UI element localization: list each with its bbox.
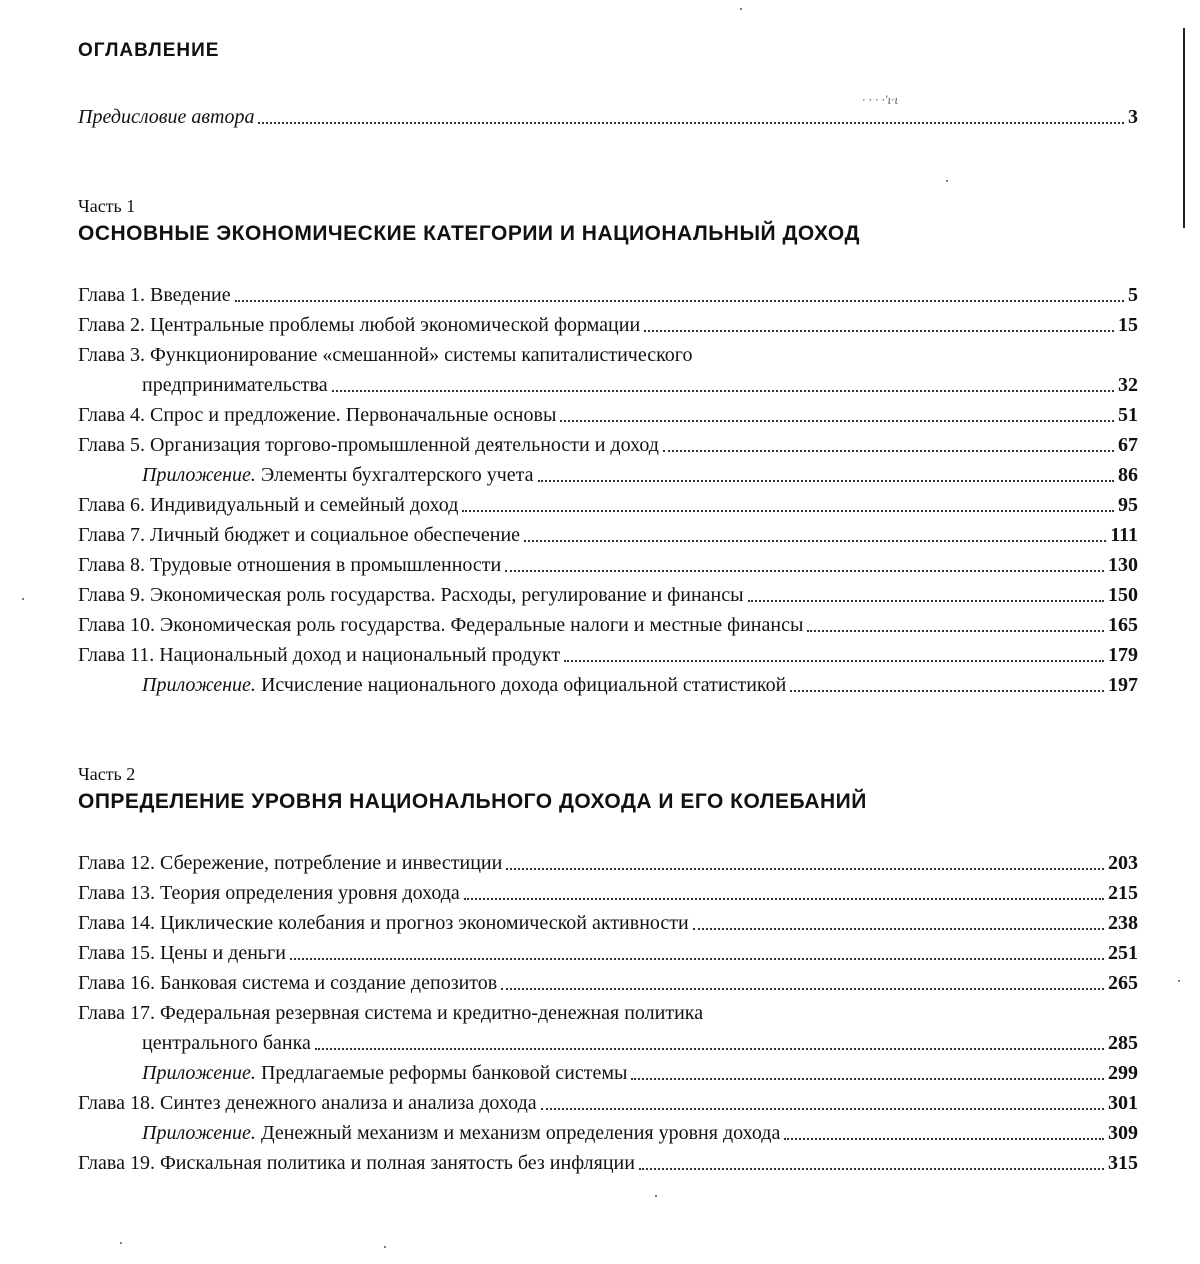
chapter-title: Теория определения уровня дохода xyxy=(159,882,460,904)
chapter-heading xyxy=(78,552,501,578)
page-number: 3 xyxy=(1128,106,1138,128)
page-number: 95 xyxy=(1118,494,1138,516)
toc-title: ОГЛАВЛЕНИЕ xyxy=(78,40,220,61)
scan-speck xyxy=(384,1246,386,1248)
part-1-title: ОСНОВНЫЕ ЭКОНОМИЧЕСКИЕ КАТЕГОРИИ И НАЦИОНАЛЬНЫЙ ДОХОД xyxy=(78,222,860,245)
toc-entry-preface xyxy=(78,104,1138,130)
part-2-title: ОПРЕДЕЛЕНИЕ УРОВНЯ НАЦИОНАЛЬНОГО ДОХОДА И ЕГО КОЛЕБАНИЙ xyxy=(78,790,867,813)
page-number: 5 xyxy=(1128,284,1138,306)
dot-leader xyxy=(462,510,1114,512)
chapter-heading xyxy=(78,492,458,518)
chapter-title: Трудовые отношения в промышленности xyxy=(149,554,502,576)
chapter-number: Глава 11. xyxy=(78,644,155,666)
page-number: 165 xyxy=(1108,614,1138,636)
toc-entry-appendix xyxy=(142,462,1138,488)
dot-leader xyxy=(564,660,1104,662)
appendix-label: Приложение. xyxy=(142,1062,256,1084)
toc-entry xyxy=(78,492,1138,518)
chapter-title: Фискальная политика и полная занятость без инфляции xyxy=(159,1152,635,1174)
chapter-title: Центральные проблемы любой экономической формации xyxy=(149,314,641,336)
toc-entry-continuation xyxy=(142,372,1138,398)
page-number: 130 xyxy=(1108,554,1138,576)
dot-leader xyxy=(464,898,1104,900)
chapter-title: Банковая система и создание депозитов xyxy=(159,972,498,994)
chapter-number: Глава 1. xyxy=(78,284,145,306)
dot-leader xyxy=(538,480,1115,482)
page-number: 111 xyxy=(1110,524,1138,546)
dot-leader xyxy=(644,330,1114,332)
appendix-label: Приложение. xyxy=(142,464,256,486)
dot-leader xyxy=(560,420,1114,422)
chapter-title: Денежный механизм и механизм определения уровня дохода xyxy=(260,1122,781,1144)
page-number: 179 xyxy=(1108,644,1138,666)
chapter-title: Введение xyxy=(149,284,231,306)
chapter-title: Личный бюджет и социальное обеспечение xyxy=(149,524,521,546)
chapter-heading xyxy=(78,1090,537,1116)
chapter-number: Глава 2. xyxy=(78,314,145,336)
chapter-heading xyxy=(78,850,502,876)
toc-entry xyxy=(78,940,1138,966)
chapter-heading xyxy=(78,970,497,996)
dot-leader xyxy=(807,630,1104,632)
chapter-number: Глава 15. xyxy=(78,942,155,964)
toc-entry xyxy=(78,282,1138,308)
page-number: 309 xyxy=(1108,1122,1138,1144)
dot-leader xyxy=(501,988,1104,990)
scan-speck xyxy=(120,1242,122,1244)
dot-leader xyxy=(639,1168,1104,1170)
scan-speck xyxy=(1178,980,1180,982)
chapter-heading xyxy=(78,282,231,308)
toc-entry xyxy=(78,402,1138,428)
dot-leader xyxy=(258,122,1124,124)
page-number: 67 xyxy=(1118,434,1138,456)
scan-speck xyxy=(946,180,948,182)
chapter-title: Федеральная резервная система и кредитно-денежная политика xyxy=(159,1002,704,1024)
chapter-title: Исчисление национального дохода официальной статистикой xyxy=(260,674,787,696)
chapter-number: Глава 9. xyxy=(78,584,145,606)
appendix-label: Приложение. xyxy=(142,1122,256,1144)
chapter-heading xyxy=(78,940,286,966)
dot-leader xyxy=(315,1048,1104,1050)
chapter-heading xyxy=(78,522,520,548)
toc-entry xyxy=(78,582,1138,608)
chapter-heading xyxy=(78,612,803,638)
chapter-heading xyxy=(78,312,640,338)
page-number: 285 xyxy=(1108,1032,1138,1054)
chapter-title-continued: предпринимательства xyxy=(142,374,328,396)
toc-entry xyxy=(78,612,1138,638)
preface-label xyxy=(78,104,254,130)
chapter-title: Экономическая роль государства. Федеральные налоги и местные финансы xyxy=(159,614,804,636)
preface-title: Предисловие автора xyxy=(78,106,255,128)
toc-entry xyxy=(78,880,1138,906)
toc-entry xyxy=(78,552,1138,578)
page-number: 315 xyxy=(1108,1152,1138,1174)
chapter-heading xyxy=(78,880,460,906)
page-number: 86 xyxy=(1118,464,1138,486)
dot-leader xyxy=(524,540,1106,542)
toc-entry xyxy=(78,342,693,368)
toc-entry xyxy=(78,642,1138,668)
chapter-title: Индивидуальный и семейный доход xyxy=(149,494,459,516)
stamp-mark: · · · ·'ι·ι xyxy=(862,92,899,107)
chapter-number: Глава 6. xyxy=(78,494,145,516)
chapter-number: Глава 3. xyxy=(78,344,145,366)
chapter-heading xyxy=(78,1150,635,1176)
appendix-label: Приложение. xyxy=(142,674,256,696)
dot-leader xyxy=(693,928,1104,930)
chapter-number: Глава 7. xyxy=(78,524,145,546)
toc-entry xyxy=(78,1150,1138,1176)
page-number: 197 xyxy=(1108,674,1138,696)
chapter-number: Глава 14. xyxy=(78,912,155,934)
toc-entry xyxy=(78,970,1138,996)
chapter-title: Сбережение, потребление и инвестиции xyxy=(159,852,503,874)
toc-entry-appendix xyxy=(142,1060,1138,1086)
chapter-number: Глава 19. xyxy=(78,1152,155,1174)
page-number: 265 xyxy=(1108,972,1138,994)
dot-leader xyxy=(790,690,1104,692)
chapter-heading xyxy=(142,1060,627,1086)
dot-leader xyxy=(631,1078,1104,1080)
dot-leader xyxy=(290,958,1104,960)
dot-leader xyxy=(235,300,1124,302)
page-number: 203 xyxy=(1108,852,1138,874)
toc-entry xyxy=(78,522,1138,548)
chapter-heading xyxy=(142,1120,780,1146)
dot-leader xyxy=(748,600,1104,602)
chapter-number: Глава 10. xyxy=(78,614,155,636)
chapter-heading xyxy=(78,432,659,458)
chapter-title: Организация торгово-промышленной деятельности и доход xyxy=(149,434,659,456)
toc-entry xyxy=(78,1090,1138,1116)
toc-entry-appendix xyxy=(142,1120,1138,1146)
chapter-title-continued: центрального банка xyxy=(142,1032,311,1054)
chapter-number: Глава 16. xyxy=(78,972,155,994)
chapter-title: Циклические колебания и прогноз экономической активности xyxy=(159,912,689,934)
scan-speck xyxy=(655,1195,657,1197)
chapter-title: Функционирование «смешанной» системы капиталистического xyxy=(149,344,693,366)
dot-leader xyxy=(663,450,1114,452)
chapter-heading xyxy=(78,1000,703,1026)
chapter-heading xyxy=(78,402,556,428)
chapter-heading xyxy=(142,462,534,488)
chapter-number: Глава 17. xyxy=(78,1002,155,1024)
toc-entry xyxy=(78,850,1138,876)
dot-leader xyxy=(506,868,1104,870)
page-edge-rule xyxy=(1183,28,1185,228)
page-number: 150 xyxy=(1108,584,1138,606)
chapter-number: Глава 12. xyxy=(78,852,155,874)
dot-leader xyxy=(541,1108,1104,1110)
dot-leader xyxy=(505,570,1104,572)
toc-entry xyxy=(78,312,1138,338)
chapter-title: Синтез денежного анализа и анализа дохода xyxy=(159,1092,537,1114)
page-number: 15 xyxy=(1118,314,1138,336)
chapter-number: Глава 5. xyxy=(78,434,145,456)
chapter-title: Экономическая роль государства. Расходы, регулирование и финансы xyxy=(149,584,744,606)
chapter-title: Предлагаемые реформы банковой системы xyxy=(260,1062,628,1084)
page-number: 32 xyxy=(1118,374,1138,396)
chapter-heading xyxy=(78,642,560,668)
dot-leader xyxy=(784,1138,1104,1140)
toc-entry xyxy=(78,1000,703,1026)
part-1-label: Часть 1 xyxy=(78,196,136,216)
part-2-label: Часть 2 xyxy=(78,764,136,784)
chapter-title: Цены и деньги xyxy=(159,942,286,964)
page-number: 51 xyxy=(1118,404,1138,426)
chapter-number: Глава 13. xyxy=(78,882,155,904)
chapter-number: Глава 18. xyxy=(78,1092,155,1114)
toc-entry-continuation xyxy=(142,1030,1138,1056)
chapter-heading xyxy=(78,910,689,936)
page-number: 215 xyxy=(1108,882,1138,904)
chapter-heading xyxy=(78,342,693,368)
page-number: 251 xyxy=(1108,942,1138,964)
chapter-number: Глава 4. xyxy=(78,404,145,426)
chapter-title: Элементы бухгалтерского учета xyxy=(260,464,534,486)
chapter-heading xyxy=(142,672,786,698)
toc-entry xyxy=(78,910,1138,936)
scan-speck xyxy=(22,598,24,600)
toc-entry xyxy=(78,432,1138,458)
chapter-number: Глава 8. xyxy=(78,554,145,576)
chapter-heading xyxy=(78,582,744,608)
chapter-title: Спрос и предложение. Первоначальные основы xyxy=(149,404,557,426)
toc-entry-appendix xyxy=(142,672,1138,698)
page-number: 301 xyxy=(1108,1092,1138,1114)
chapter-title: Национальный доход и национальный продукт xyxy=(159,644,561,666)
dot-leader xyxy=(332,390,1114,392)
page-number: 299 xyxy=(1108,1062,1138,1084)
page-number: 238 xyxy=(1108,912,1138,934)
scan-speck xyxy=(740,8,742,10)
